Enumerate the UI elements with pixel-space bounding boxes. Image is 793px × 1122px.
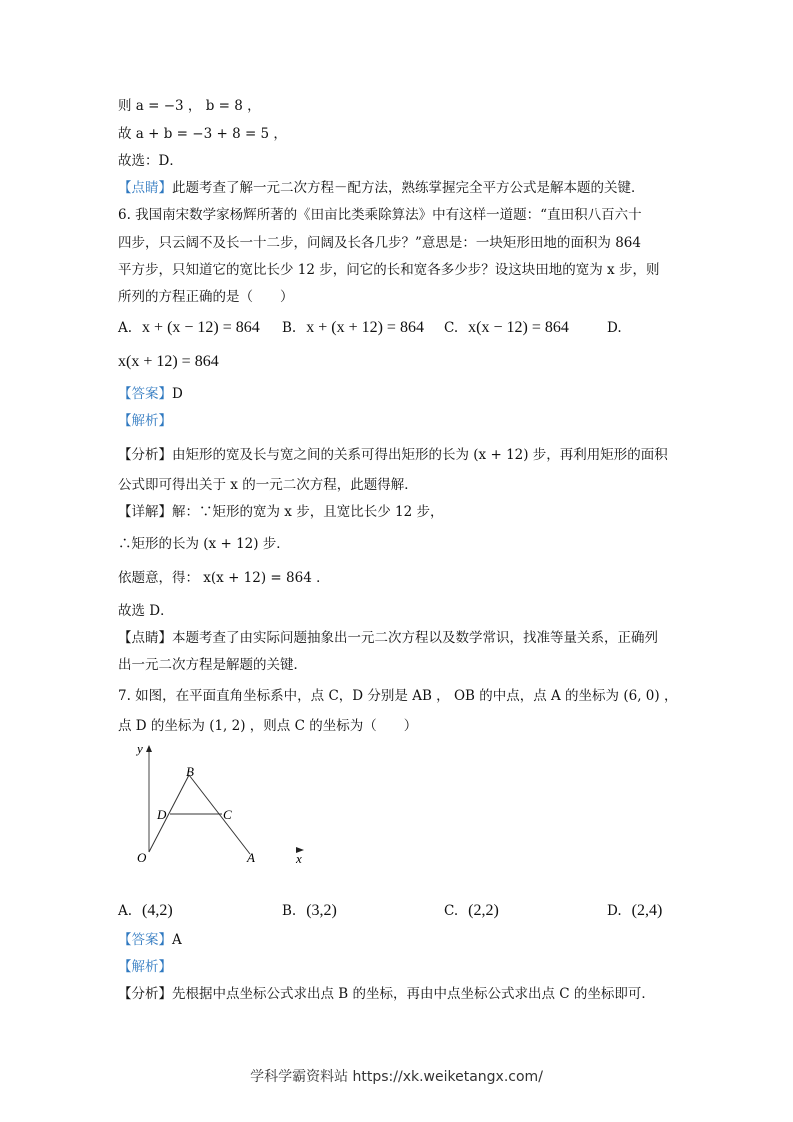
q6-option-d-label	[607, 318, 622, 338]
q6-xiangjie-text-1: 解：∵矩形的宽为 x 步，且宽比长少 12 步，	[172, 504, 444, 520]
point-o-label: O	[137, 850, 147, 865]
q7-option-b-label: B.	[282, 903, 297, 919]
q6-xiangjie-1	[118, 502, 443, 522]
q6-stem-3: 平方步，只知道它的宽比长少 12 步，问它的长和宽各多少步？设这块田地的宽为 x 步，则	[118, 262, 660, 278]
footer-watermark: 学科学霸资料站 https://xk.weiketangx.com/	[250, 1069, 543, 1085]
line-choose-d: 故选：D．	[118, 153, 183, 169]
q6-fenxi-text-1: 由矩形的宽及长与宽之间的关系可得出矩形的长为 (x + 12) 步，再利用矩形的面积	[172, 447, 668, 463]
q6-option-b-label: B.	[282, 320, 297, 336]
q6-jiexi	[118, 411, 172, 431]
q7-option-a-text: (4,2)	[142, 902, 173, 919]
y-axis-label: y	[137, 742, 143, 756]
q7-option-c	[444, 901, 499, 921]
q6-dianjing-text-1: 本题考查了由实际问题抽象出一元二次方程以及数学常识，找准等量关系，正确列	[172, 630, 658, 646]
dianjing-tag-2: 【点睛】	[118, 630, 172, 646]
q7-option-a	[118, 901, 173, 921]
dianjing-tag: 【点睛】	[118, 180, 172, 196]
q7-answer-value: A	[172, 932, 182, 948]
fenxi-tag-2: 【分析】	[118, 986, 172, 1002]
q6-stem-4: 所列的方程正确的是（ ）	[118, 289, 294, 305]
q7-option-c-text: (2,2)	[468, 902, 499, 919]
q6-option-d-label-text: D.	[607, 320, 622, 336]
q6-option-d	[118, 352, 219, 372]
q6-fenxi-2: 公式即可得出关于 x 的一元二次方程，此题得解．	[118, 477, 418, 493]
q6-option-d-text: x(x + 12) = 864	[118, 353, 219, 370]
fenxi-tag: 【分析】	[118, 447, 172, 463]
answer-tag: 【答案】	[118, 386, 172, 402]
point-c-label: C	[223, 807, 232, 822]
q7-figure	[128, 742, 318, 870]
q6-answer-value: D	[172, 386, 183, 402]
q6-option-c-text: x(x − 12) = 864	[468, 319, 569, 336]
q7-stem-2: 点 D 的坐标为 (1, 2) ，则点 C 的坐标为（ ）	[118, 718, 418, 734]
jiexi-tag: 【解析】	[118, 413, 172, 429]
q7-fenxi-text: 先根据中点坐标公式求出点 B 的坐标，再由中点坐标公式求出点 C 的坐标即可．	[172, 986, 655, 1002]
q7-answer	[118, 930, 182, 950]
q6-option-b-text: x + (x + 12) = 864	[306, 319, 424, 336]
q6-guxuan: 故选 D．	[118, 603, 174, 619]
dianjing-text: 此题考查了解一元二次方程－配方法，熟练掌握完全平方公式是解本题的关键．	[172, 180, 645, 196]
q6-option-a-text: x + (x − 12) = 864	[142, 319, 260, 336]
q6-option-b	[282, 318, 424, 338]
point-b-label: B	[186, 764, 194, 779]
q7-option-b	[282, 901, 337, 921]
q6-dianjing-2: 出一元二次方程是解题的关键．	[118, 657, 307, 673]
q7-jiexi	[118, 957, 172, 977]
line-a-b-values: 则 a = −3 ， b = 8 ，	[118, 98, 261, 114]
q6-stem-1: 6. 我国南宋数学家杨辉所著的《田亩比类乘除算法》中有这样一道题：“直田积八百六十	[118, 207, 642, 223]
q6-answer	[118, 384, 183, 404]
q6-option-c-label: C.	[444, 320, 459, 336]
xiangjie-tag: 【详解】	[118, 504, 172, 520]
answer-tag-2: 【答案】	[118, 932, 172, 948]
q6-option-a	[118, 318, 260, 338]
q7-option-a-label: A.	[118, 903, 133, 919]
line-a-plus-b: 故 a + b = −3 + 8 = 5 ，	[118, 126, 287, 142]
jiexi-tag-2: 【解析】	[118, 959, 172, 975]
q7-option-d-text: (2,4)	[631, 902, 663, 919]
q6-dianjing-1	[118, 628, 658, 648]
q6-xiangjie-2: ∴矩形的长为 (x + 12) 步．	[118, 536, 290, 552]
x-axis-label: x	[296, 851, 302, 866]
q7-fenxi	[118, 984, 655, 1004]
q7-option-d	[607, 901, 662, 921]
q6-stem-2: 四步，只云阔不及长一十二步，问阔及长各几步？”意思是：一块矩形田地的面积为 864	[118, 235, 641, 251]
q7-stem-1: 7. 如图，在平面直角坐标系中，点 C，D 分别是 AB ， OB 的中点，点 A 的坐标为 (6, 0) ，	[118, 688, 678, 704]
q7-option-c-label: C.	[444, 903, 459, 919]
q6-fenxi-1	[118, 445, 668, 465]
point-d-label: D	[157, 807, 167, 822]
q6-option-a-label: A.	[118, 320, 133, 336]
q6-yitiyi: 依题意，得： x(x + 12) = 864 ．	[118, 570, 330, 586]
point-a-label: A	[247, 850, 255, 865]
q6-option-c	[444, 318, 569, 338]
q7-option-d-label: D.	[607, 903, 622, 919]
y-axis-arrow	[146, 745, 152, 752]
q7-option-b-text: (3,2)	[306, 902, 337, 919]
dianjing-prev	[118, 178, 645, 198]
